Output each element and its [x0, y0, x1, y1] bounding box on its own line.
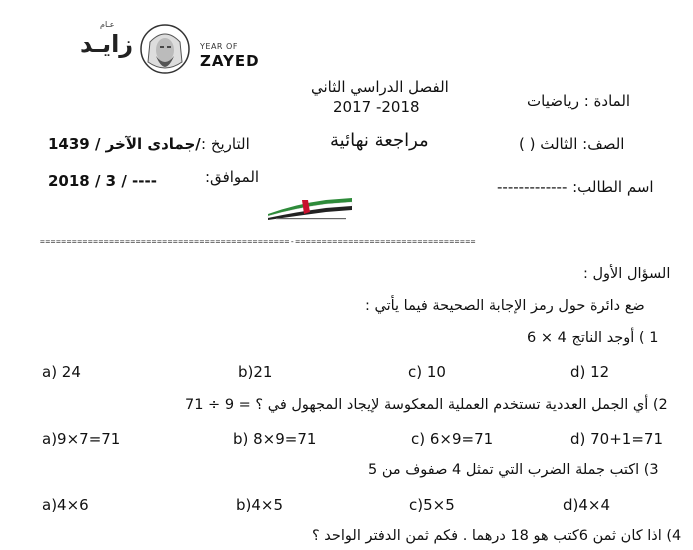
question-3-option-a: a)4×6	[42, 496, 89, 514]
logo-arabic-text: زايـد	[80, 30, 134, 58]
logo-arabic-small-text: عـام	[100, 20, 115, 29]
date-label: التاريخ :	[201, 135, 250, 153]
question-3-option-d: d)4×4	[563, 496, 611, 514]
sheikh-zayed-portrait-icon	[140, 22, 190, 76]
corresponding-label: الموافق:	[205, 168, 260, 186]
hijri-date: /جمادى الآخر / 1439	[48, 135, 201, 153]
question-4-text: 4) اذا كان ثمن 6كتب هو 18 درهما . فكم ثمن الدفتر الواحد ؟	[312, 528, 682, 544]
subject-label: المادة : رياضيات	[527, 92, 631, 110]
question-3-option-b: b)4×5	[236, 496, 284, 514]
question-2-option-b: b) 8×9=71	[233, 430, 317, 448]
section-instruction: ضع دائرة حول رمز الإجابة الصحيحة فيما يأتي :	[365, 298, 645, 314]
question-1-option-b: b)21	[238, 363, 273, 381]
section-title: السؤال الأول :	[583, 266, 671, 282]
question-2-option-d: d) 70+1=71	[570, 430, 663, 448]
grade-label: الصف: الثالث ( )	[519, 135, 625, 153]
question-3-text: 3) اكتب جملة الضرب التي تمثل 4 صفوف من 5	[368, 462, 659, 478]
logo-zayed-text: ZAYED	[200, 52, 260, 70]
question-1-option-a: a) 24	[42, 363, 81, 381]
question-1-text: 1 ) أوجد الناتج 4 × 6	[527, 330, 659, 346]
question-1-option-d: d) 12	[570, 363, 610, 381]
question-3-option-c: c)5×5	[409, 496, 455, 514]
gregorian-date: 2018 / 3 / ----	[48, 172, 157, 190]
page-title: مراجعة نهائية	[330, 130, 429, 151]
academic-years: 2017 -2018	[333, 98, 420, 116]
logo-year-of-text: YEAR OF	[200, 42, 238, 51]
question-2-text: 2) أي الجمل العددية تستخدم العملية المعكوسة لإيجاد المجهول في ؟ = 9 ÷ 71	[185, 397, 668, 413]
semester-label: الفصل الدراسي الثاني	[311, 78, 449, 96]
question-1-option-c: c) 10	[408, 363, 446, 381]
separator-line: ===============================================-==================================	[40, 237, 476, 246]
question-2-option-a: a)9×7=71	[42, 430, 121, 448]
uae-flag-pen-icon	[266, 196, 356, 220]
student-name-label: اسم الطالب: -------------	[497, 178, 654, 196]
question-2-option-c: c) 6×9=71	[411, 430, 494, 448]
